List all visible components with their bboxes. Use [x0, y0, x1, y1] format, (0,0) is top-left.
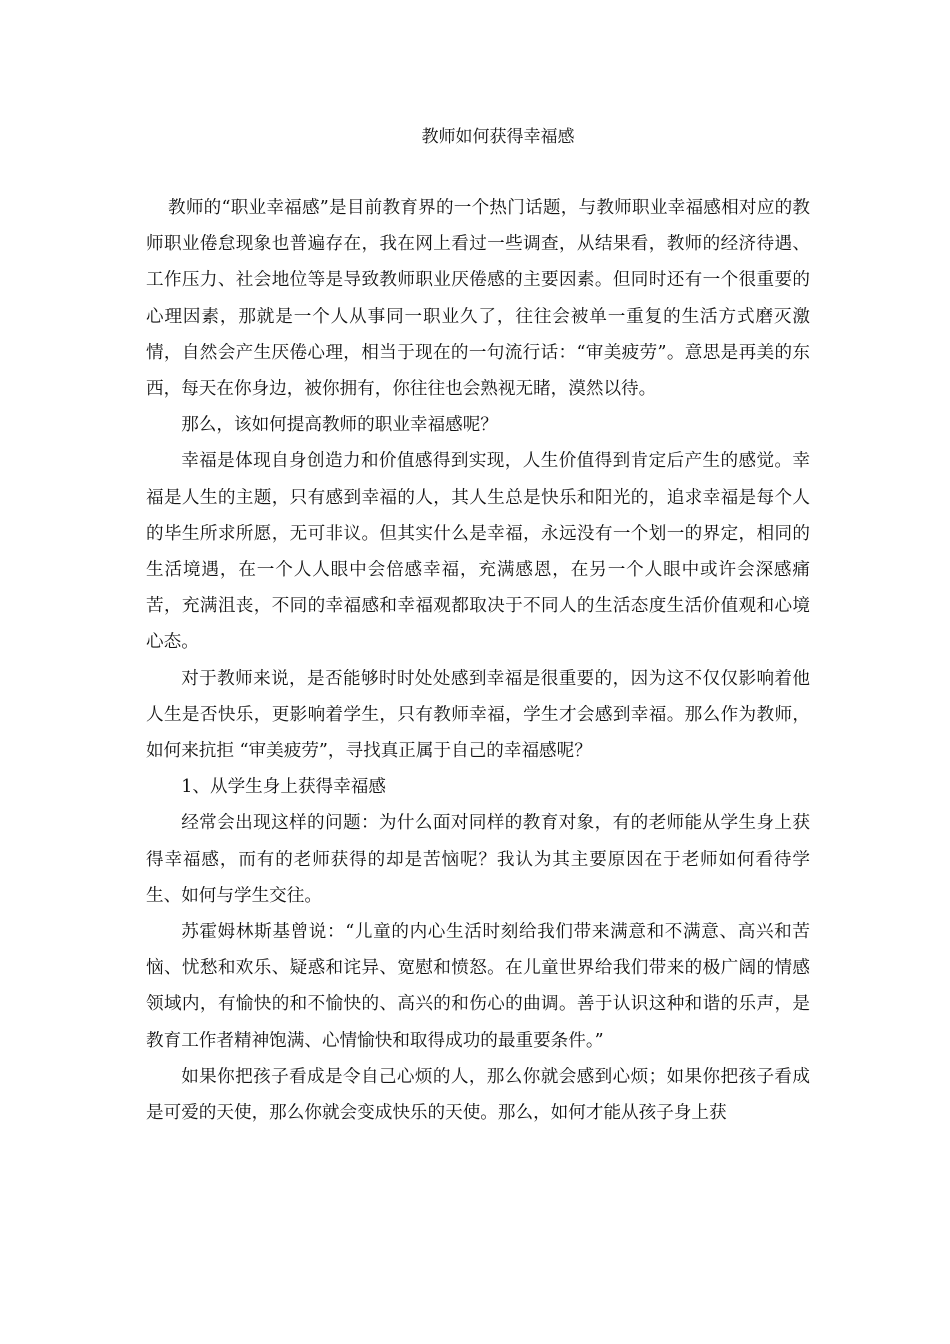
paragraph-teacher-happiness: 对于教师来说，是否能够时时处处感到幸福是很重要的，因为这不仅仅影响着他人生是否快乐，更影响着学生，只有教师幸福，学生才会感到幸福。那么作为教师，如何来抗拒 “审美疲劳”，寻找真正属于自己的幸福感呢？: [146, 668, 810, 762]
document-title: 教师如何获得幸福感: [421, 127, 575, 147]
paragraph-intro: 教师的“职业幸福感”是目前教育界的一个热门话题，与教师职业幸福感相对应的教师职业倦怠现象也普遍存在，我在网上看过一些调查，从结果看，教师的经济待遇、工作压力、社会地位等是导致教师职业厌倦感的主要因素。但同时还有一个很重要的心理因素，那就是一个人从事同一职业久了，往往会被单一重复的生活方式磨灭激情，自然会产生厌倦心理，相当于现在的一句流行话：“审美疲劳”。意思是再美的东西，每天在你身边，被你拥有，你往往也会熟视无睹，漠然以待。: [146, 198, 810, 400]
document-body: [146, 190, 810, 1131]
paragraph-question: 那么，该如何提高教师的职业幸福感呢？: [181, 415, 498, 436]
section-heading-1: 1、从学生身上获得幸福感: [181, 777, 386, 798]
paragraph-view-children: 如果你把孩子看成是令自己心烦的人，那么你就会感到心烦；如果你把孩子看成是可爱的天使，那么你就会变成快乐的天使。那么，如何才能从孩子身上获: [146, 1066, 810, 1124]
paragraph-happiness-definition: 幸福是体现自身创造力和价值感得到实现，人生价值得到肯定后产生的感觉。幸福是人生的主题，只有感到幸福的人，其人生总是快乐和阳光的，追求幸福是每个人的毕生所求所愿，无可非议。但其实什么是幸福，永远没有一个划一的界定，相同的生活境遇，在一个人人眼中会倍感幸福，充满感恩，在另一个人眼中或许会深感痛苦，充满沮丧，不同的幸福感和幸福观都取决于不同人的生活态度生活价值观和心境心态。: [146, 451, 810, 653]
paragraph-quote-sukhomlinsky: 苏霍姆林斯基曾说：“儿童的内心生活时刻给我们带来满意和不满意、高兴和苦恼、忧愁和欢乐、疑惑和诧异、宽慰和愤怒。在儿童世界给我们带来的极广阔的情感领域内，有愉快的和不愉快的、高兴的和伤心的曲调。善于认识这种和谐的乐声，是教育工作者精神饱满、心情愉快和取得成功的最重要条件。”: [146, 922, 810, 1051]
paragraph-same-students: 经常会出现这样的问题：为什么面对同样的教育对象，有的老师能从学生身上获得幸福感，而有的老师获得的却是苦恼呢？我认为其主要原因在于老师如何看待学生、如何与学生交往。: [146, 813, 810, 906]
